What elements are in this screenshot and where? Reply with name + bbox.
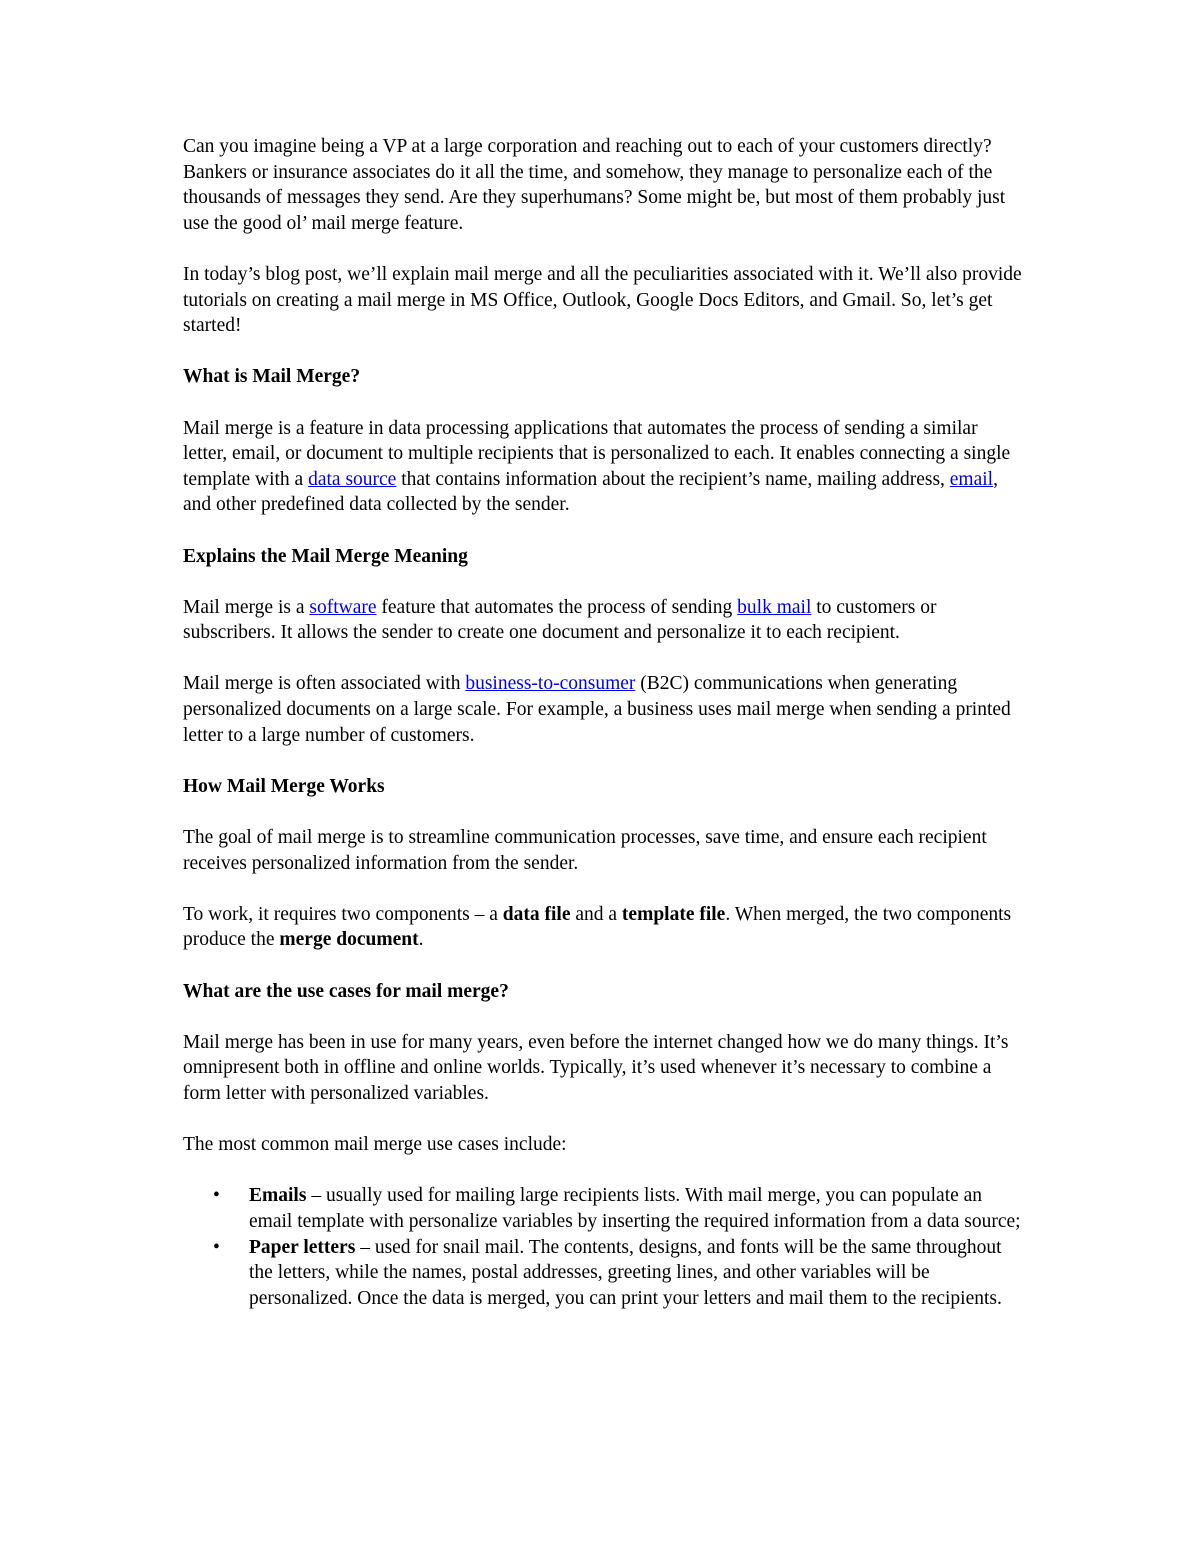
definition-text-1: Mail merge is a feature in data processing applications that automates the process of sending a similar letter, email, or document to multiple recipients that is personalized to each. It enables connecting a single template with a xyxy=(183,417,1011,490)
bullet-icon: • xyxy=(213,1236,220,1258)
intro-paragraph-2: In today’s blog post, we’ll explain mail merge and all the peculiarities associated with it. We’ll also provide tutorials on creating a mail merge in MS Office, Outlook, Google Docs Editors, and Gmail. So, let’s get started! xyxy=(183,263,1022,337)
how-works-paragraph-2 xyxy=(183,902,1023,953)
list-item-emails xyxy=(213,1183,1023,1234)
use-cases-paragraph-1: Mail merge has been in use for many years, even before the internet changed how we do many things. It’s omnipresent both in offline and online worlds. Typically, it’s used whenever it’s necessary to combine a form letter with personalized variables. xyxy=(183,1031,1009,1104)
definition-text-2: that contains information about the recipient’s name, mailing address, xyxy=(396,468,950,490)
template-file-term: template file xyxy=(621,903,726,925)
intro-paragraph-1: Can you imagine being a VP at a large corporation and reaching out to each of your customers directly? Bankers or insurance associates do it all the time, and somehow, they manage to personalize each of the thousands of messages they send. Are they superhumans? Some might be, but most of them probably just use the good ol’ mail merge feature. xyxy=(183,136,1006,234)
how-works-paragraph-1: The goal of mail merge is to streamline communication processes, save time, and ensure each recipient receives personalized information from the sender. xyxy=(183,827,987,874)
meaning-text-3: to customers or subscribers. It allows the sender to create one document and personalize it to each recipient. xyxy=(183,596,937,644)
how-works-text-2: and a xyxy=(570,903,622,925)
definition-paragraph xyxy=(183,416,1023,518)
heading-mail-merge-meaning: Explains the Mail Merge Meaning xyxy=(183,545,468,567)
bullet-icon: • xyxy=(213,1185,220,1207)
email-link[interactable]: email xyxy=(949,468,994,490)
document-body xyxy=(183,134,1023,1311)
list-item-term: Emails xyxy=(249,1185,307,1207)
how-works-text-4: . xyxy=(418,929,424,951)
heading-how-mail-merge-works: How Mail Merge Works xyxy=(183,775,385,797)
heading-what-is-mail-merge: What is Mail Merge? xyxy=(183,366,361,388)
how-works-text-1: To work, it requires two components – a xyxy=(183,903,503,925)
list-item-text: – used for snail mail. The contents, designs, and fonts will be the same throughout the letters, while the names, postal addresses, greeting lines, and other variables will be personalized. Once the data is merged, you can print your letters and mail them to the recipients. xyxy=(249,1236,1002,1309)
meaning-text-2: feature that automates the process of sending xyxy=(376,596,738,618)
business-to-consumer-link[interactable]: business-to-consumer xyxy=(465,673,636,695)
data-source-link[interactable]: data source xyxy=(308,468,397,490)
use-cases-list xyxy=(183,1183,1023,1311)
meaning-text-1: Mail merge is a xyxy=(183,596,310,618)
use-cases-paragraph-2: The most common mail merge use cases include: xyxy=(183,1134,567,1156)
meaning-paragraph-2 xyxy=(183,671,1023,748)
data-file-term: data file xyxy=(502,903,571,925)
list-item-term: Paper letters xyxy=(249,1236,356,1258)
software-link[interactable]: software xyxy=(309,596,377,618)
list-item-text: – usually used for mailing large recipients lists. With mail merge, you can populate an email template with personalize variables by inserting the required information from a data source; xyxy=(249,1185,1021,1232)
meaning-text-4: Mail merge is often associated with xyxy=(183,673,466,695)
bulk-mail-link[interactable]: bulk mail xyxy=(737,596,812,618)
list-item-paper-letters xyxy=(213,1235,1023,1312)
meaning-text-5: (B2C) communications when generating personalized documents on a large scale. For example, a business uses mail merge when sending a printed letter to a large number of customers. xyxy=(183,673,1011,746)
how-works-text-3: . When merged, the two components produce the xyxy=(183,903,1012,951)
merge-document-term: merge document xyxy=(279,929,419,951)
definition-text-3: , and other predefined data collected by the sender. xyxy=(183,468,998,516)
meaning-paragraph-1 xyxy=(183,595,1023,646)
heading-use-cases: What are the use cases for mail merge? xyxy=(183,980,509,1002)
